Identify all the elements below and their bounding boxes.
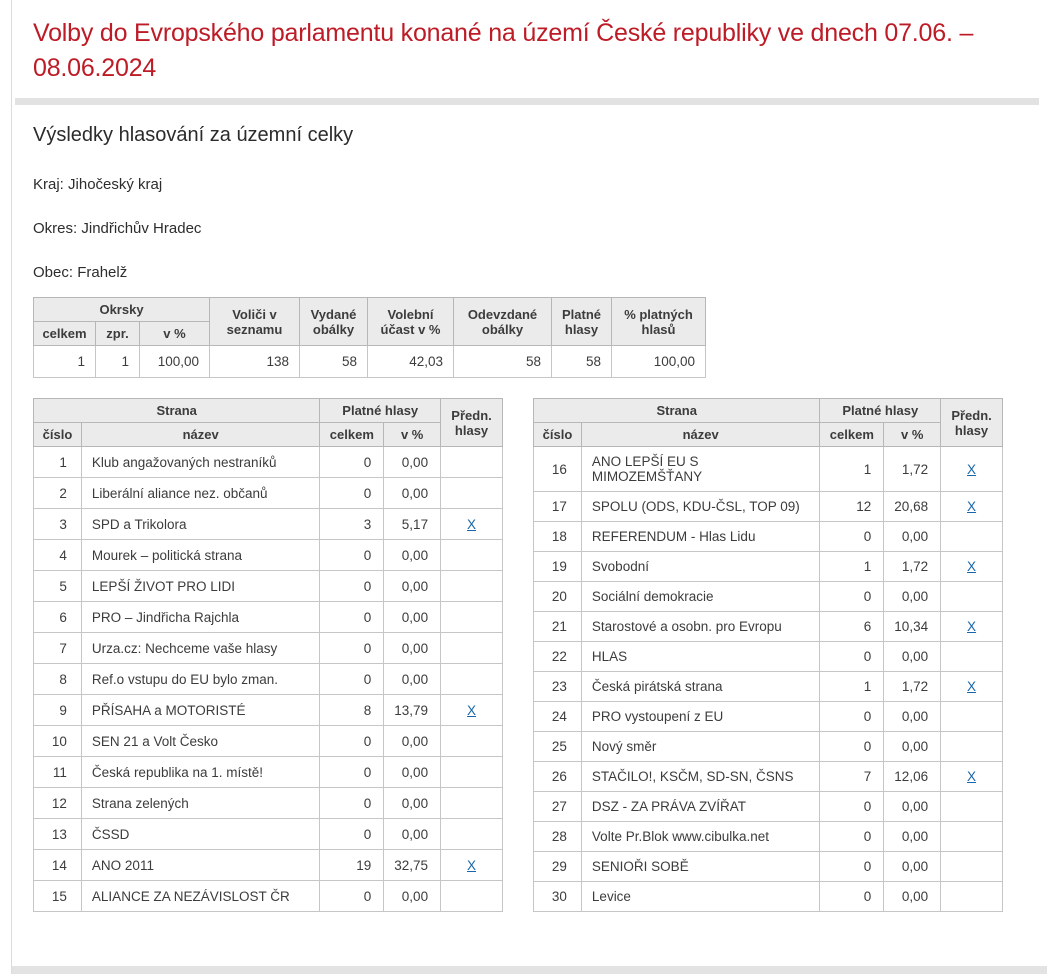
party-number: 23 <box>534 672 582 702</box>
votes-total: 8 <box>320 695 384 726</box>
votes-total: 0 <box>320 664 384 695</box>
party-name: Nový směr <box>581 732 819 762</box>
votes-percent: 0,00 <box>384 447 441 478</box>
votes-total: 1 <box>820 672 884 702</box>
party-name: SEN 21 a Volt Česko <box>81 726 319 757</box>
party-name: Liberální aliance nez. občanů <box>81 478 319 509</box>
votes-total: 6 <box>820 612 884 642</box>
table-row <box>34 571 503 602</box>
party-number: 10 <box>34 726 82 757</box>
votes-percent: 1,72 <box>884 672 941 702</box>
valid-votes-pct-header: % platných hlasů <box>612 298 706 346</box>
page-title: Volby do Evropského parlamentu konané na území České republiky ve dnech 07.06. – 08.06.2024 <box>33 19 974 82</box>
region-line-kraj <box>33 176 1039 193</box>
votes-total: 12 <box>820 492 884 522</box>
summary-values-row <box>34 346 706 378</box>
votes-percent: 0,00 <box>384 540 441 571</box>
party-name: Ref.o vstupu do EU bylo zman. <box>81 664 319 695</box>
nazev-header: název <box>81 423 319 447</box>
voters-value: 138 <box>210 346 300 378</box>
votes-total: 0 <box>320 757 384 788</box>
cislo-header: číslo <box>34 423 82 447</box>
votes-total: 0 <box>820 522 884 552</box>
preferential-votes-link[interactable]: X <box>967 619 977 634</box>
preferential-votes-cell <box>441 850 503 881</box>
table-row <box>534 792 1003 822</box>
votes-total: 0 <box>320 633 384 664</box>
okrsky-group-header: Okrsky <box>34 298 210 322</box>
party-number: 20 <box>534 582 582 612</box>
party-number: 7 <box>34 633 82 664</box>
preferential-votes-cell <box>441 726 503 757</box>
votes-percent: 0,00 <box>384 726 441 757</box>
okrsky-processed-header: zpr. <box>96 322 140 346</box>
preferential-votes-cell <box>441 664 503 695</box>
celkem-header: celkem <box>820 423 884 447</box>
party-name: Česká republika na 1. místě! <box>81 757 319 788</box>
votes-total: 0 <box>320 478 384 509</box>
preferential-votes-cell <box>941 612 1003 642</box>
votes-percent: 0,00 <box>884 732 941 762</box>
party-number: 4 <box>34 540 82 571</box>
preferential-votes-cell <box>441 540 503 571</box>
votes-percent: 0,00 <box>384 571 441 602</box>
table-row <box>34 602 503 633</box>
valid-votes-value: 58 <box>552 346 612 378</box>
preferential-votes-cell <box>441 757 503 788</box>
party-number: 14 <box>34 850 82 881</box>
party-number: 5 <box>34 571 82 602</box>
table-row <box>34 478 503 509</box>
preferential-votes-cell <box>941 642 1003 672</box>
party-name: PRO vystoupení z EU <box>581 702 819 732</box>
preferential-votes-cell <box>941 822 1003 852</box>
issued-envelopes-value: 58 <box>300 346 368 378</box>
summary-header-row-1 <box>34 298 706 322</box>
preferential-votes-cell <box>441 447 503 478</box>
table-row <box>34 695 503 726</box>
party-name: ČSSD <box>81 819 319 850</box>
party-number: 11 <box>34 757 82 788</box>
party-results-tables <box>33 398 1039 912</box>
preferential-votes-cell <box>941 582 1003 612</box>
okrsky-pct-value: 100,00 <box>140 346 210 378</box>
votes-percent: 0,00 <box>884 522 941 552</box>
party-name: Volte Pr.Blok www.cibulka.net <box>581 822 819 852</box>
strana-group-header: Strana <box>534 399 820 423</box>
table-row <box>34 881 503 912</box>
table-row <box>534 582 1003 612</box>
preferential-votes-cell <box>441 819 503 850</box>
votes-total: 0 <box>320 788 384 819</box>
votes-total: 0 <box>820 852 884 882</box>
table-row <box>534 522 1003 552</box>
preferential-votes-cell <box>441 509 503 540</box>
votes-percent: 0,00 <box>384 664 441 695</box>
region-line-okres <box>33 220 1039 237</box>
party-name: Mourek – politická strana <box>81 540 319 571</box>
celkem-header: celkem <box>320 423 384 447</box>
party-name: Sociální demokracie <box>581 582 819 612</box>
party-number: 26 <box>534 762 582 792</box>
votes-total: 1 <box>820 447 884 492</box>
platne-hlasy-group-header: Platné hlasy <box>820 399 941 423</box>
party-name: REFERENDUM - Hlas Lidu <box>581 522 819 552</box>
party-number: 19 <box>534 552 582 582</box>
party-number: 25 <box>534 732 582 762</box>
table-row <box>534 702 1003 732</box>
preferential-votes-cell <box>941 762 1003 792</box>
table-row <box>34 788 503 819</box>
predn-hlasy-header: Předn. hlasy <box>941 399 1003 447</box>
preferential-votes-cell <box>941 672 1003 702</box>
table-row <box>34 540 503 571</box>
table-row <box>34 850 503 881</box>
party-name: ANO 2011 <box>81 850 319 881</box>
cislo-header: číslo <box>534 423 582 447</box>
preferential-votes-cell <box>941 702 1003 732</box>
issued-envelopes-header: Vydané obálky <box>300 298 368 346</box>
voters-header: Voliči v seznamu <box>210 298 300 346</box>
preferential-votes-cell <box>941 732 1003 762</box>
party-number: 12 <box>34 788 82 819</box>
votes-percent: 13,79 <box>384 695 441 726</box>
okrsky-processed-value: 1 <box>96 346 140 378</box>
preferential-votes-cell <box>441 478 503 509</box>
votes-percent: 0,00 <box>884 702 941 732</box>
party-name: SPD a Trikolora <box>81 509 319 540</box>
preferential-votes-link[interactable]: X <box>467 857 477 873</box>
votes-percent: 12,06 <box>884 762 941 792</box>
preferential-votes-link[interactable]: X <box>467 702 477 718</box>
votes-percent: 32,75 <box>384 850 441 881</box>
table-row <box>534 882 1003 912</box>
preferential-votes-cell <box>941 447 1003 492</box>
votes-total: 0 <box>320 447 384 478</box>
table-row <box>34 447 503 478</box>
party-name: Levice <box>581 882 819 912</box>
region-line-obec <box>33 264 1039 281</box>
party-number: 21 <box>534 612 582 642</box>
votes-percent: 0,00 <box>384 478 441 509</box>
party-name: Svobodní <box>581 552 819 582</box>
vpct-header: v % <box>884 423 941 447</box>
table-row <box>534 732 1003 762</box>
votes-percent: 1,72 <box>884 552 941 582</box>
preferential-votes-cell <box>441 788 503 819</box>
party-number: 28 <box>534 822 582 852</box>
preferential-votes-cell <box>441 633 503 664</box>
returned-envelopes-value: 58 <box>454 346 552 378</box>
votes-percent: 20,68 <box>884 492 941 522</box>
party-name: Česká pirátská strana <box>581 672 819 702</box>
turnout-header: Volební účast v % <box>368 298 454 346</box>
predn-hlasy-header: Předn. hlasy <box>441 399 503 447</box>
table-row <box>34 726 503 757</box>
okrsky-total-header: celkem <box>34 322 96 346</box>
party-number: 30 <box>534 882 582 912</box>
table-row <box>34 633 503 664</box>
party-name: LEPŠÍ ŽIVOT PRO LIDI <box>81 571 319 602</box>
votes-total: 1 <box>820 552 884 582</box>
votes-percent: 0,00 <box>884 822 941 852</box>
party-name: Urza.cz: Nechceme vaše hlasy <box>81 633 319 664</box>
party-number: 15 <box>34 881 82 912</box>
vpct-header: v % <box>384 423 441 447</box>
votes-total: 0 <box>320 602 384 633</box>
obec-label: Obec: <box>33 264 74 281</box>
party-header-row-2 <box>534 423 1003 447</box>
table-row <box>534 852 1003 882</box>
turnout-value: 42,03 <box>368 346 454 378</box>
party-number: 17 <box>534 492 582 522</box>
table-row <box>534 492 1003 522</box>
votes-percent: 0,00 <box>384 881 441 912</box>
preferential-votes-cell <box>941 522 1003 552</box>
preferential-votes-cell <box>941 492 1003 522</box>
preferential-votes-cell <box>441 571 503 602</box>
title-divider <box>15 98 1039 105</box>
okres-label: Okres: <box>33 220 78 237</box>
votes-total: 0 <box>320 819 384 850</box>
preferential-votes-link[interactable]: X <box>967 461 977 477</box>
party-number: 3 <box>34 509 82 540</box>
table-row <box>534 642 1003 672</box>
votes-percent: 0,00 <box>884 792 941 822</box>
votes-percent: 0,00 <box>884 582 941 612</box>
party-number: 1 <box>34 447 82 478</box>
votes-total: 0 <box>820 882 884 912</box>
returned-envelopes-header: Odevzdané obálky <box>454 298 552 346</box>
preferential-votes-cell <box>441 602 503 633</box>
votes-total: 0 <box>820 642 884 672</box>
votes-percent: 10,34 <box>884 612 941 642</box>
preferential-votes-cell <box>441 881 503 912</box>
votes-percent: 0,00 <box>384 788 441 819</box>
party-name: DSZ - ZA PRÁVA ZVÍŘAT <box>581 792 819 822</box>
party-header-row-1 <box>534 399 1003 423</box>
table-row <box>34 664 503 695</box>
votes-total: 0 <box>320 540 384 571</box>
party-header-row-1 <box>34 399 503 423</box>
votes-total: 0 <box>820 822 884 852</box>
party-number: 24 <box>534 702 582 732</box>
votes-total: 0 <box>820 732 884 762</box>
strana-group-header: Strana <box>34 399 320 423</box>
okres-value: Jindřichův Hradec <box>81 220 202 237</box>
results-subtitle: Výsledky hlasování za územní celky <box>33 124 354 146</box>
party-number: 13 <box>34 819 82 850</box>
kraj-label: Kraj: <box>33 176 64 193</box>
okrsky-total-value: 1 <box>34 346 96 378</box>
votes-percent: 0,00 <box>384 633 441 664</box>
votes-percent: 0,00 <box>884 882 941 912</box>
preferential-votes-cell <box>441 695 503 726</box>
party-number: 9 <box>34 695 82 726</box>
preferential-votes-link[interactable]: X <box>967 769 977 784</box>
preferential-votes-cell <box>941 882 1003 912</box>
votes-percent: 0,00 <box>384 819 441 850</box>
votes-percent: 1,72 <box>884 447 941 492</box>
party-number: 16 <box>534 447 582 492</box>
party-name: HLAS <box>581 642 819 672</box>
okrsky-pct-header: v % <box>140 322 210 346</box>
platne-hlasy-group-header: Platné hlasy <box>320 399 441 423</box>
preferential-votes-link[interactable]: X <box>967 499 977 514</box>
votes-percent: 0,00 <box>884 852 941 882</box>
nazev-header: název <box>581 423 819 447</box>
table-row <box>34 819 503 850</box>
party-table-right <box>533 398 1003 912</box>
preferential-votes-link[interactable]: X <box>467 516 477 532</box>
table-row <box>534 822 1003 852</box>
votes-percent: 5,17 <box>384 509 441 540</box>
party-table-left <box>33 398 503 912</box>
table-row <box>534 672 1003 702</box>
party-number: 6 <box>34 602 82 633</box>
table-row <box>534 447 1003 492</box>
table-row <box>34 757 503 788</box>
party-name: Starostové a osobn. pro Evropu <box>581 612 819 642</box>
kraj-value: Jihočeský kraj <box>68 176 163 193</box>
votes-total: 7 <box>820 762 884 792</box>
votes-total: 0 <box>820 582 884 612</box>
votes-percent: 0,00 <box>884 642 941 672</box>
table-row <box>534 552 1003 582</box>
party-name: SPOLU (ODS, KDU-ČSL, TOP 09) <box>581 492 819 522</box>
votes-percent: 0,00 <box>384 757 441 788</box>
party-name: PRO – Jindřicha Rajchla <box>81 602 319 633</box>
party-name: ANO LEPŠÍ EU S MIMOZEMŠŤANY <box>581 447 819 492</box>
party-number: 8 <box>34 664 82 695</box>
party-number: 18 <box>534 522 582 552</box>
votes-total: 0 <box>820 702 884 732</box>
party-name: Klub angažovaných nestraníků <box>81 447 319 478</box>
preferential-votes-link[interactable]: X <box>967 679 977 694</box>
votes-total: 0 <box>320 571 384 602</box>
page-bottom-strip <box>12 966 1047 974</box>
page-left-edge-line <box>11 0 12 974</box>
preferential-votes-link[interactable]: X <box>967 559 977 574</box>
table-row <box>534 612 1003 642</box>
table-row <box>534 762 1003 792</box>
party-name: STAČILO!, KSČM, SD-SN, ČSNS <box>581 762 819 792</box>
preferential-votes-cell <box>941 792 1003 822</box>
party-number: 27 <box>534 792 582 822</box>
votes-total: 0 <box>820 792 884 822</box>
preferential-votes-cell <box>941 852 1003 882</box>
party-number: 22 <box>534 642 582 672</box>
party-name: Strana zelených <box>81 788 319 819</box>
party-name: ALIANCE ZA NEZÁVISLOST ČR <box>81 881 319 912</box>
party-header-row-2 <box>34 423 503 447</box>
preferential-votes-cell <box>941 552 1003 582</box>
obec-value: Frahelž <box>77 264 128 281</box>
table-row <box>34 509 503 540</box>
turnout-summary-table <box>33 297 706 378</box>
votes-total: 3 <box>320 509 384 540</box>
party-name: SENIOŘI SOBĚ <box>581 852 819 882</box>
votes-total: 0 <box>320 881 384 912</box>
party-number: 29 <box>534 852 582 882</box>
votes-total: 19 <box>320 850 384 881</box>
party-number: 2 <box>34 478 82 509</box>
valid-votes-pct-value: 100,00 <box>612 346 706 378</box>
votes-percent: 0,00 <box>384 602 441 633</box>
valid-votes-header: Platné hlasy <box>552 298 612 346</box>
votes-total: 0 <box>320 726 384 757</box>
party-name: PŘÍSAHA a MOTORISTÉ <box>81 695 319 726</box>
